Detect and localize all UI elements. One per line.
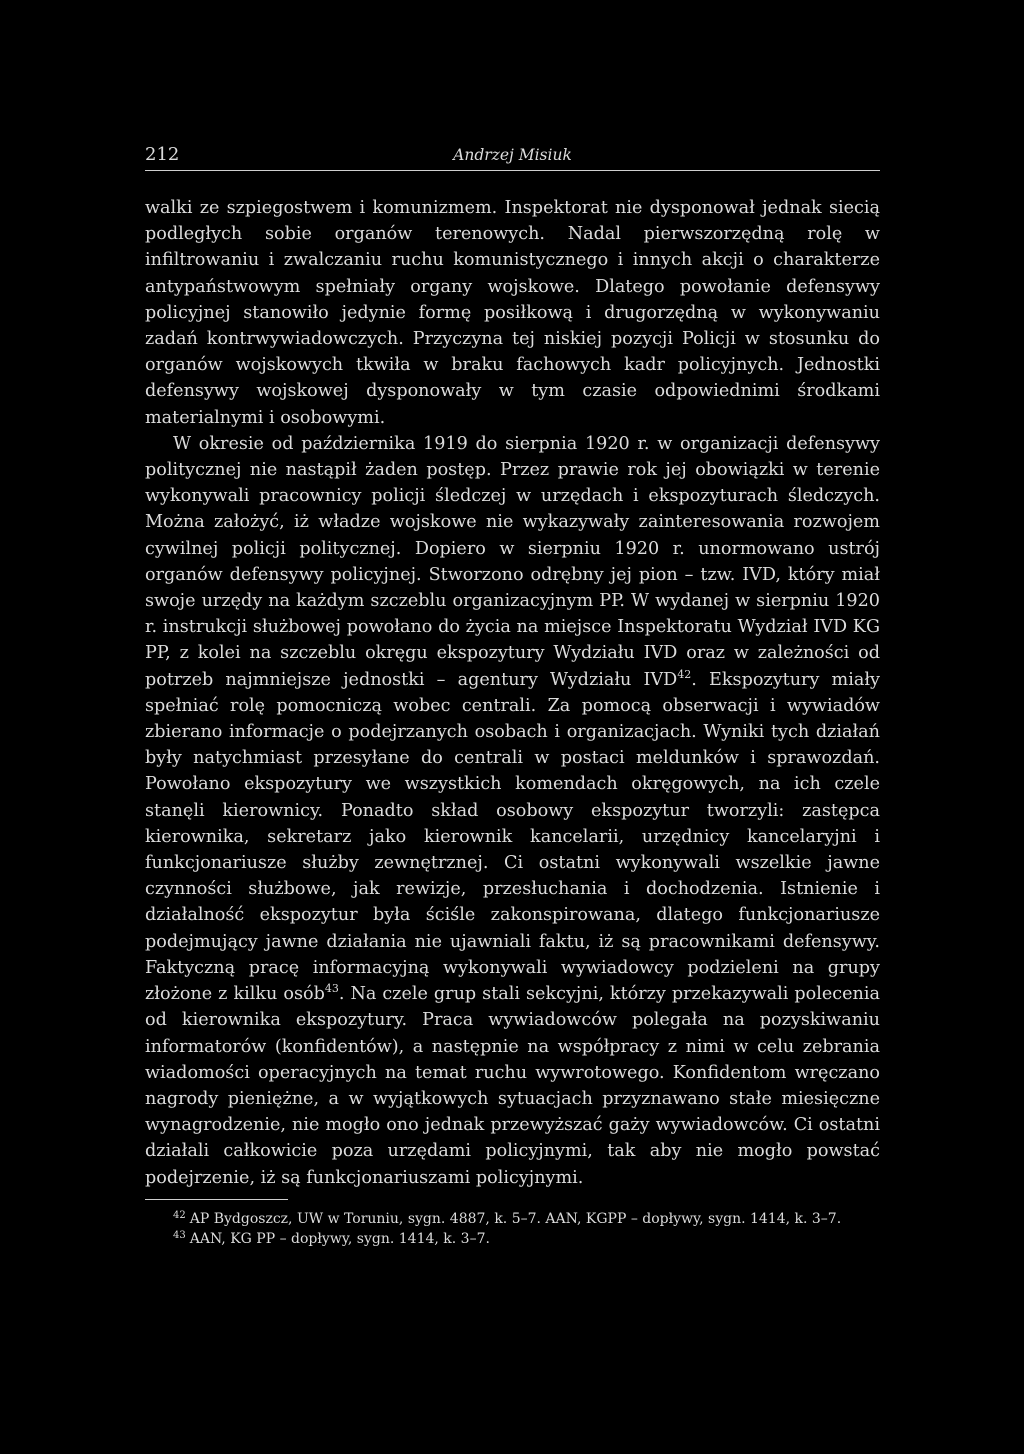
footnote-number: 42 [173,1209,186,1221]
footnote-text: AP Bydgoszcz, UW w Toruniu, sygn. 4887, k. 5–7. AAN, KGPP – dopływy, sygn. 1414, k. 3–7. [189,1210,842,1227]
page-header [145,142,880,171]
body-text [145,195,880,1191]
footnote-divider [145,1199,288,1200]
running-title: Andrzej Misiuk [453,146,572,164]
paragraph [145,431,880,1191]
paragraph-text: W okresie od października 1919 do sierpnia 1920 r. w organizacji defensywy politycznej nie nastąpił żaden postęp. Przez prawie rok jej obowiązki w terenie wykonywali pracownicy policji śledczej w urzędach i ekspozyturach śledczych. Można założyć, iż władze wojskowe nie wykazywały zainteresowania rozwojem cywilnej policji politycznej. Dopiero w sierpniu 1920 r. unormowano ustrój organów defensywy policyjnej. Stworzono odrębny jej pion – tzw. IVD, który miał swoje urzędy na każdym szczeblu organizacyjnym PP. W wydanej w sierpniu 1920 r. instrukcji służbowej powołano do życia na miejsce Inspektoratu Wydział IVD KG PP, z kolei na szczeblu okręgu ekspozytury Wydziału IVD oraz w zależności od potrzeb najmniejsze jednostki – agentury Wydziału IVD [145,433,880,690]
footnote-text: AAN, KG PP – dopływy, sygn. 1414, k. 3–7. [189,1230,490,1247]
page-number: 212 [145,144,180,165]
footnote [145,1209,880,1229]
paragraph-text: . Ekspozytury miały spełniać rolę pomocniczą wobec centrali. Za pomocą obserwacji i wywiadów zbierano informacje o podejrzanych osobach i organizacjach. Wyniki tych działań były natychmiast przesyłane do centrali w postaci meldunków i sprawozdań. Powołano ekspozytury we wszystkich komendach okręgowych, na ich czele stanęli kierownicy. Ponadto skład osobowy ekspozytur tworzyli: zastępca kierownika, sekretarz jako kierownik kancelarii, urzędnicy kancelaryjni i funkcjonariusze służby zewnętrznej. Ci ostatni wykonywali wszelkie jawne czynności służbowe, jak rewizje, przesłuchania i dochodzenia. Istnienie i działalność ekspozytur była ściśle zakonspirowana, dlatego funkcjonariusze podejmujący jawne działania nie ujawniali faktu, iż są pracownikami defensywy. Faktyczną pracę informacyjną wykonywali wywiadowcy podzieleni na grupy złożone z kilku osób [145,669,880,1005]
footnote-reference: 43 [324,982,339,996]
footnote-number: 43 [173,1229,186,1241]
footnote [145,1229,880,1249]
paragraph: walki ze szpiegostwem i komunizmem. Inspektorat nie dysponował jednak siecią podległych sobie organów terenowych. Nadal pierwszorzędną rolę w infiltrowaniu i zwalczaniu ruchu komunistycznego i innych akcji o charakterze antypaństwowym spełniały organy wojskowe. Dlatego powołanie defensywy policyjnej stanowiło jedynie formę posiłkową i drugorzędną w wykonywaniu zadań kontrwywiadowczych. Przyczyna tej niskiej pozycji Policji w stosunku do organów wojskowych tkwiła w braku fachowych kadr policyjnych. Jednostki defensywy wojskowej dysponowały w tym czasie odpowiednimi środkami materialnymi i osobowymi. [145,198,880,428]
footnotes [145,1199,880,1249]
book-page [145,142,880,1249]
paragraph-text: . Na czele grup stali sekcyjni, którzy przekazywali polecenia od kierownika ekspozytury. Praca wywiadowców polegała na pozyskiwaniu informatorów (konfidentów), a następnie na współpracy z nimi w celu zebrania wiadomości operacyjnych na temat ruchu wywrotowego. Konfidentom wręczano nagrody pieniężne, a w wyjątkowych sytuacjach przyznawano stałe miesięczne wynagrodzenie, nie mogło ono jednak przewyższać gaży wywiadowców. Ci ostatni działali całkowicie poza urzędami policyjnymi, tak aby nie mogło powstać podejrzenie, iż są funkcjonariuszami policyjnymi. [145,984,880,1188]
footnote-reference: 42 [677,667,692,681]
